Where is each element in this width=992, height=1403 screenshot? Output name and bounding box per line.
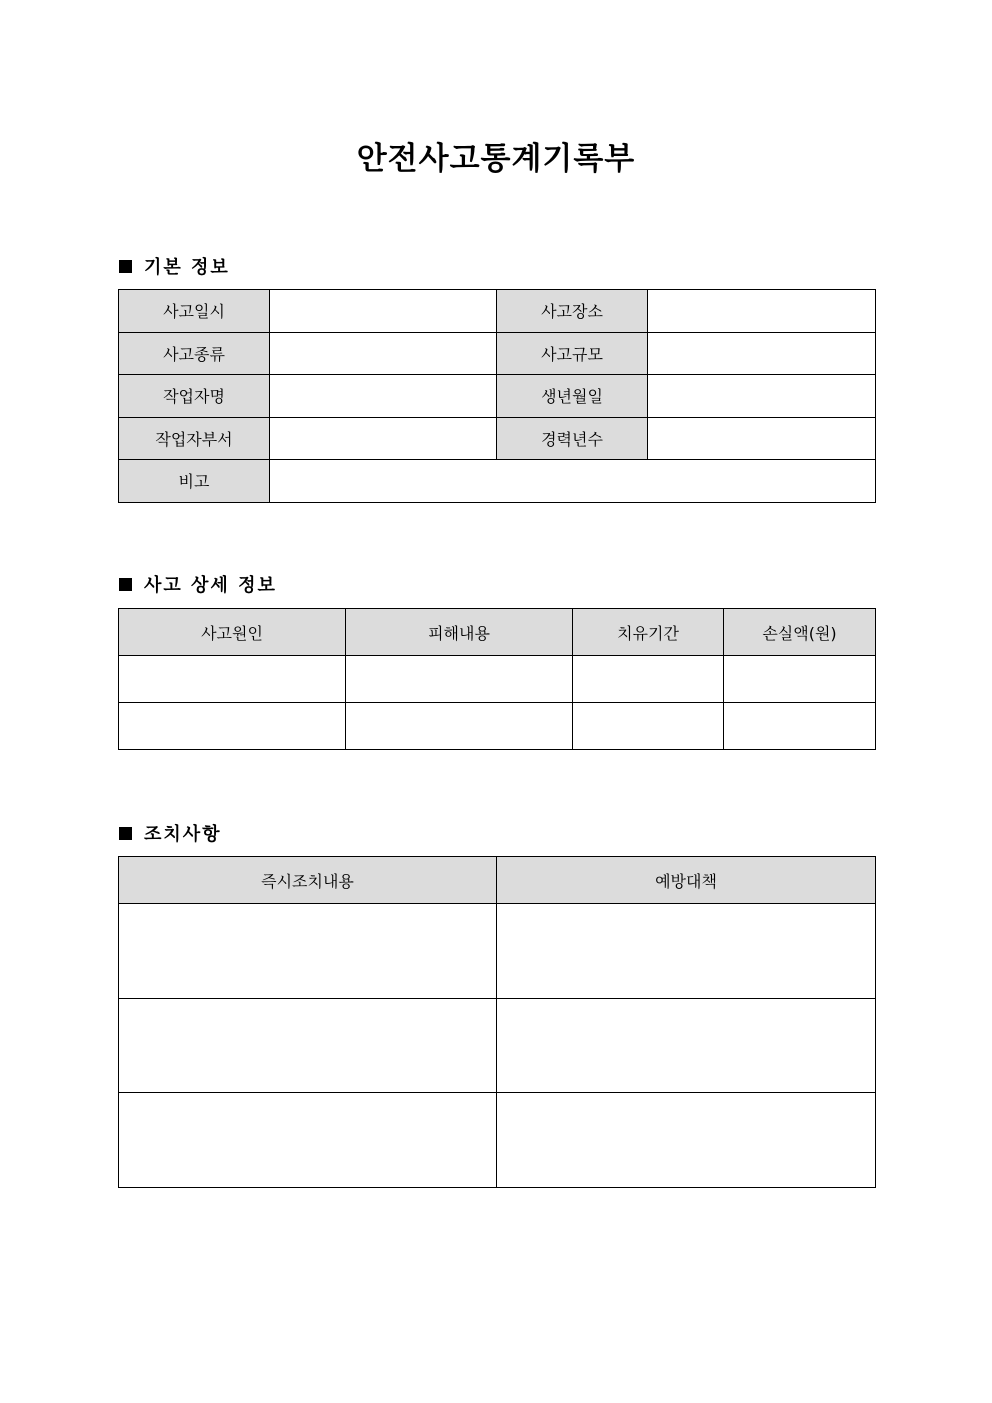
column-header-recovery-period: 치유기간 [573, 609, 724, 656]
section-heading-action [119, 820, 222, 846]
table-row [119, 332, 876, 375]
field-career-years[interactable] [648, 417, 876, 460]
label-accident-type: 사고종류 [119, 332, 270, 375]
field-immediate-action[interactable] [119, 904, 497, 999]
table-header-row [119, 857, 876, 904]
label-accident-scale: 사고규모 [497, 332, 648, 375]
table-row [119, 290, 876, 333]
field-accident-datetime[interactable] [270, 290, 497, 333]
section-heading-detail-label: 사고 상세 정보 [144, 575, 277, 596]
field-immediate-action[interactable] [119, 998, 497, 1093]
table-row [119, 1093, 876, 1188]
basic-info-table [118, 289, 876, 503]
field-remarks[interactable] [270, 460, 876, 503]
column-header-immediate-action: 즉시조치내용 [119, 857, 497, 904]
field-damage[interactable] [346, 703, 573, 750]
field-accident-type[interactable] [270, 332, 497, 375]
table-row [119, 375, 876, 418]
field-accident-scale[interactable] [648, 332, 876, 375]
section-heading-basic-label: 기본 정보 [144, 257, 230, 278]
square-bullet-icon [119, 827, 132, 840]
label-worker-name: 작업자명 [119, 375, 270, 418]
label-birth-date: 생년월일 [497, 375, 648, 418]
field-accident-place[interactable] [648, 290, 876, 333]
column-header-prevention: 예방대책 [497, 857, 876, 904]
section-heading-detail [119, 571, 277, 597]
label-remarks: 비고 [119, 460, 270, 503]
field-loss-amount[interactable] [724, 656, 876, 703]
table-row [119, 703, 876, 750]
field-worker-name[interactable] [270, 375, 497, 418]
column-header-loss-amount: 손실액(원) [724, 609, 876, 656]
section-heading-action-label: 조치사항 [144, 824, 222, 845]
label-career-years: 경력년수 [497, 417, 648, 460]
field-prevention[interactable] [497, 1093, 876, 1188]
action-table [118, 856, 876, 1188]
table-header-row [119, 609, 876, 656]
table-row [119, 998, 876, 1093]
label-accident-datetime: 사고일시 [119, 290, 270, 333]
document-title: 안전사고통계기록부 [356, 141, 636, 177]
field-birth-date[interactable] [648, 375, 876, 418]
field-immediate-action[interactable] [119, 1093, 497, 1188]
table-row [119, 904, 876, 999]
column-header-damage: 피해내용 [346, 609, 573, 656]
field-loss-amount[interactable] [724, 703, 876, 750]
field-prevention[interactable] [497, 998, 876, 1093]
field-recovery-period[interactable] [573, 656, 724, 703]
field-prevention[interactable] [497, 904, 876, 999]
label-worker-dept: 작업자부서 [119, 417, 270, 460]
section-heading-basic [119, 253, 230, 279]
field-worker-dept[interactable] [270, 417, 497, 460]
field-damage[interactable] [346, 656, 573, 703]
square-bullet-icon [119, 578, 132, 591]
table-row [119, 460, 876, 503]
column-header-cause: 사고원인 [119, 609, 346, 656]
field-recovery-period[interactable] [573, 703, 724, 750]
field-cause[interactable] [119, 703, 346, 750]
accident-detail-table [118, 608, 876, 750]
table-row [119, 656, 876, 703]
field-cause[interactable] [119, 656, 346, 703]
square-bullet-icon [119, 260, 132, 273]
label-accident-place: 사고장소 [497, 290, 648, 333]
table-row [119, 417, 876, 460]
